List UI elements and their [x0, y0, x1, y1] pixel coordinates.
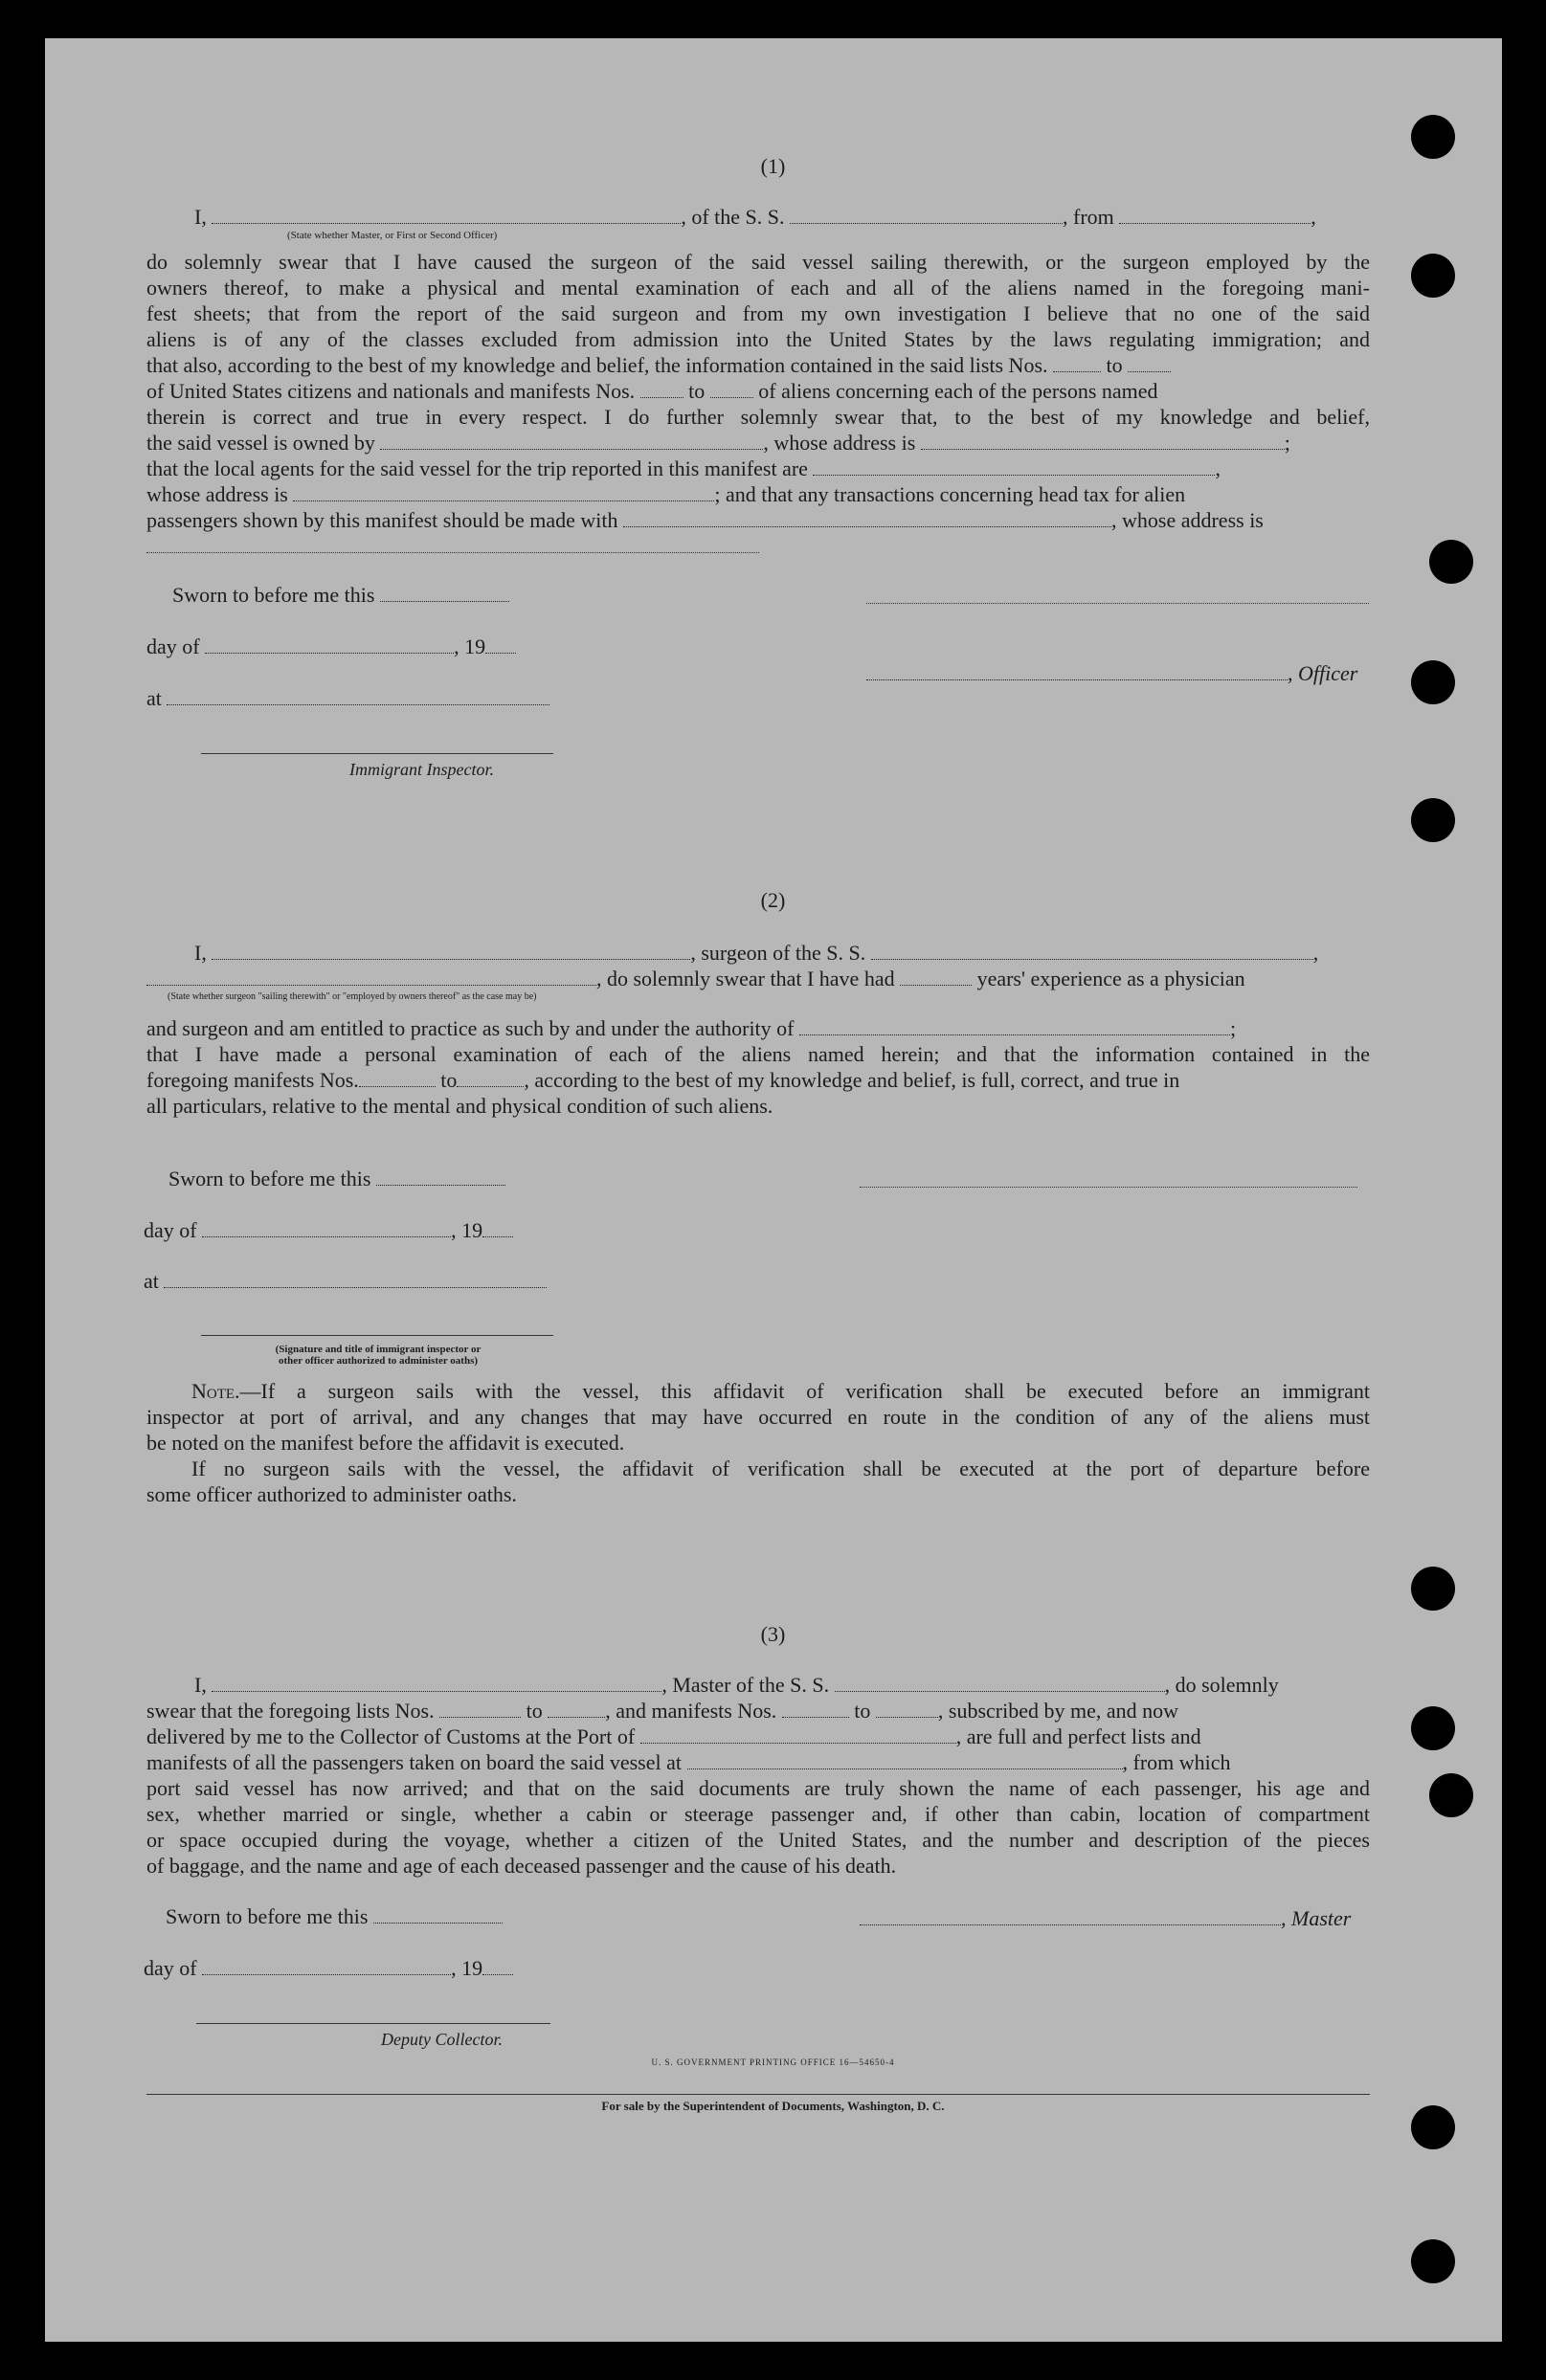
section-2-line-3: and surgeon and am entitled to practice as such by and under the authority of ; [146, 1016, 1237, 1040]
section-2-caption: (State whether surgeon "sailing therewith" or "employed by owners thereof" as the case may be) [168, 991, 537, 1002]
section-3-paragraph-line: or space occupied during the voyage, whether a citizen of the United States, and the number and description of the pieces [146, 1828, 1370, 1852]
section-1-line-6: of United States citizens and nationals and manifests Nos. to of aliens concerning each of the persons named [146, 379, 1158, 403]
section-1-caption: (State whether Master, or First or Second Officer) [287, 230, 498, 241]
section-3-line-3: delivered by me to the Collector of Customs at the Port of , are full and perfect lists and [146, 1724, 1201, 1748]
section-1-line-10: whose address is ; and that any transactions concerning head tax for alien [146, 482, 1186, 506]
section-1-number: (1) [760, 154, 786, 178]
punch-hole [1411, 660, 1455, 704]
note-line: inspector at port of arrival, and any changes that may have occurred en route in the condition of any of the aliens must [146, 1405, 1370, 1429]
sworn-line: Sworn to before me this [166, 1903, 503, 1929]
section-2-line-5: foregoing manifests Nos. to , according to the best of my knowledge and belief, is full, correct, and true in [146, 1068, 1180, 1092]
day-of-line: day of , 19 [146, 634, 516, 659]
punch-hole [1411, 2239, 1455, 2283]
punch-hole [1411, 254, 1455, 298]
day-of-line: day of , 19 [144, 1217, 513, 1243]
section-3-paragraph-line: port said vessel has now arrived; and that on the said documents are truly shown the name of each passenger, his age and [146, 1776, 1370, 1800]
section-1-line-9: that the local agents for the said vessel for the trip reported in this manifest are , [146, 456, 1221, 480]
master-line: , Master [860, 1905, 1351, 1931]
section-3-line-2: swear that the foregoing lists Nos. to , and manifests Nos. to , subscribed by me, and now [146, 1699, 1179, 1723]
punch-hole [1411, 1706, 1455, 1750]
section-2-number: (2) [760, 888, 786, 912]
note-line: If no surgeon sails with the vessel, the affidavit of verification shall be executed at the port of departure before [191, 1457, 1370, 1480]
section-2-line-1: I, , surgeon of the S. S. , [194, 941, 1319, 965]
section-1-paragraph-line: therein is correct and true in every respect. I do further solemnly swear that, to the best of my knowledge and belief, [146, 405, 1370, 429]
sworn-line: Sworn to before me this [168, 1166, 505, 1191]
inspector-label: Immigrant Inspector. [349, 760, 494, 779]
section-3-paragraph-line: sex, whether married or single, whether a cabin or steerage passenger and, if other than cabin, location of compartment [146, 1802, 1370, 1826]
collector-signature-line [196, 2023, 550, 2024]
punch-hole [1411, 798, 1455, 842]
note-line: some officer authorized to administer oaths. [146, 1482, 517, 1506]
section-1-paragraph-line: owners thereof, to make a physical and mental examination of each and all of the aliens named in the foregoing mani- [146, 276, 1370, 300]
officer-line: , Officer [866, 660, 1357, 686]
punch-hole [1429, 1773, 1473, 1817]
signature-caption: other officer authorized to administer oaths) [278, 1355, 479, 1367]
sale-notice: For sale by the Superintendent of Documents, Washington, D. C. [601, 2099, 945, 2113]
section-1-line-1: I, , of the S. S. , from , [194, 205, 1316, 229]
at-line: at [146, 685, 549, 711]
collector-label: Deputy Collector. [381, 2030, 503, 2049]
sworn-line: Sworn to before me this [172, 582, 509, 608]
address-fill-line [146, 552, 759, 553]
inspector-signature-line [201, 1335, 553, 1336]
signature-fill-line [860, 1187, 1357, 1188]
inspector-signature-line [201, 753, 553, 754]
section-3-line-4: manifests of all the passengers taken on board the said vessel at , from which [146, 1750, 1231, 1774]
note-line: be noted on the manifest before the affidavit is executed. [146, 1431, 625, 1455]
punch-hole [1411, 1567, 1455, 1611]
section-2-line-6: all particulars, relative to the mental and physical condition of such aliens. [146, 1094, 773, 1118]
section-1-paragraph-line: fest sheets; that from the report of the said surgeon and from my own investigation I believe that no one of the said [146, 301, 1370, 325]
signature-caption: (Signature and title of immigrant inspector or [275, 1344, 482, 1355]
section-1-line-8: the said vessel is owned by , whose address is ; [146, 431, 1290, 455]
section-1-line-5: that also, according to the best of my knowledge and belief, the information contained in the said lists Nos. to [146, 352, 1171, 378]
section-3-paragraph-line: of baggage, and the name and age of each deceased passenger and the cause of his death. [146, 1854, 897, 1878]
printing-office-line: U. S. GOVERNMENT PRINTING OFFICE 16—54650-4 [651, 2057, 895, 2067]
signature-fill-line [866, 603, 1369, 604]
section-3-line-1: I, , Master of the S. S. , do solemnly [194, 1673, 1279, 1697]
punch-hole [1429, 540, 1473, 584]
section-3-number: (3) [760, 1622, 786, 1646]
at-line: at [144, 1268, 547, 1294]
note-line-1: Note.—If a surgeon sails with the vessel, this affidavit of verification shall be executed before an immigrant [191, 1379, 1370, 1403]
section-2-paragraph-line: that I have made a personal examination of each of the aliens named herein; and that the information contained in the [146, 1042, 1370, 1066]
day-of-line: day of , 19 [144, 1955, 513, 1981]
section-1-line-11: passengers shown by this manifest should be made with , whose address is [146, 508, 1264, 532]
footer-rule [146, 2094, 1370, 2095]
section-1-paragraph-line: aliens is of any of the classes excluded from admission into the United States by the laws regulating immigration; and [146, 327, 1370, 351]
section-1-paragraph-line: do solemnly swear that I have caused the surgeon of the said vessel sailing therewith, or the surgeon employed by the [146, 250, 1370, 274]
section-2-line-2: , do solemnly swear that I have had years' experience as a physician [146, 966, 1245, 991]
